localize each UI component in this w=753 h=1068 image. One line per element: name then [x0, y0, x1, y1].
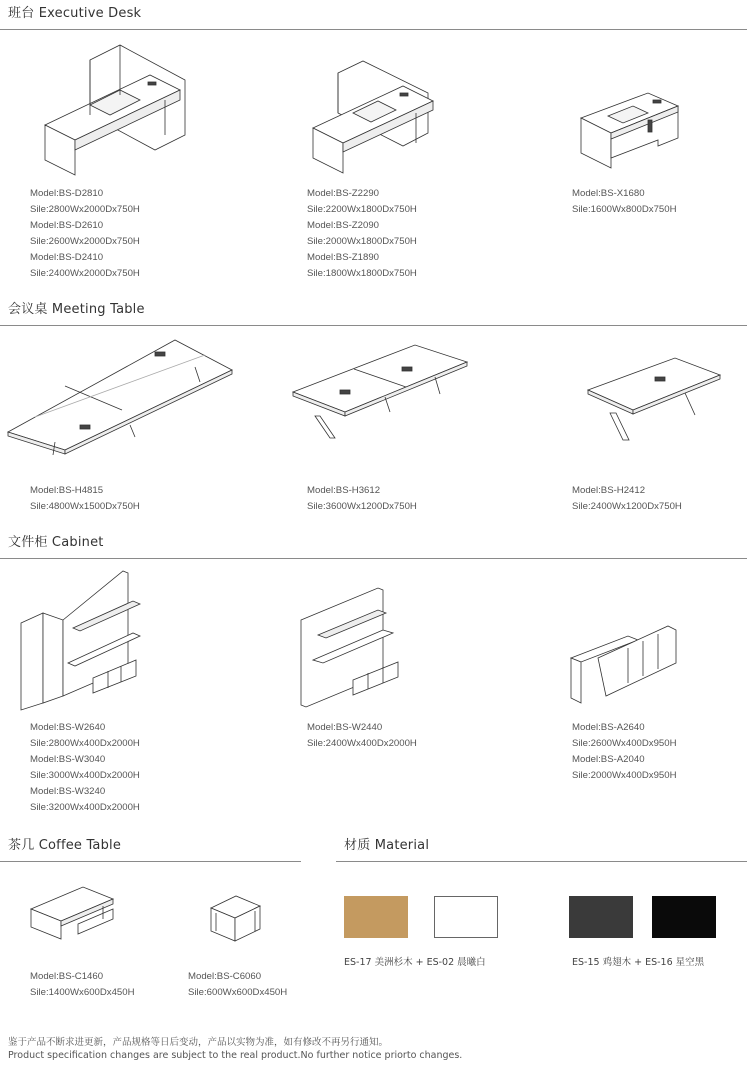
spec-line: Sile:3200Wx400Dx2000H: [30, 802, 140, 813]
spec-line: Model:BS-Z2090: [307, 220, 379, 231]
spec-line: Model:BS-A2040: [572, 754, 645, 765]
spec-line: Model:BS-W3040: [30, 754, 106, 765]
cabinet-w2440-drawing: [298, 585, 408, 710]
spec-line: Sile:2400Wx400Dx2000H: [307, 738, 417, 749]
spec-line: Model:BS-W2640: [30, 722, 106, 733]
spec-line: Model:BS-W2440: [307, 722, 383, 733]
coffee-table-c1460-drawing: [28, 884, 118, 946]
spec-line: Sile:2000Wx400Dx950H: [572, 770, 677, 781]
footer-notice-cn: 鉴于产品不断求进更新，产品规格等日后变动，产品以实物为准，如有修改不再另行通知。: [8, 1037, 389, 1048]
meeting-table-h4815-specs: [30, 483, 140, 515]
spec-line: Model:BS-W3240: [30, 786, 106, 797]
executive-desk-d-specs: [30, 186, 140, 282]
spec-line: Model:BS-A2640: [572, 722, 645, 733]
spec-line: Sile:2600Wx2000Dx750H: [30, 236, 140, 247]
spec-line: Model:BS-Z1890: [307, 252, 379, 263]
section-title-cabinet: 文件柜 Cabinet: [8, 535, 104, 550]
section-divider: [336, 861, 747, 862]
spec-line: Sile:1800Wx1800Dx750H: [307, 268, 417, 279]
section-divider: [0, 29, 747, 30]
spec-line: Sile:3600Wx1200Dx750H: [307, 501, 417, 512]
spec-line: Model:BS-H4815: [30, 485, 104, 496]
section-title-coffee-table: 茶几 Coffee Table: [8, 838, 122, 853]
section-title-executive-desk: 班台 Executive Desk: [8, 6, 142, 21]
spec-line: Sile:2000Wx1800Dx750H: [307, 236, 417, 247]
spec-line: Sile:600Wx600Dx450H: [188, 987, 288, 998]
footer-notice-en: Product specification changes are subject to the real product.No further notice priorto changes.: [8, 1050, 463, 1061]
spec-line: Sile:2800Wx400Dx2000H: [30, 738, 140, 749]
section-title-material: 材质 Material: [344, 838, 430, 853]
meeting-table-h4815-drawing: [5, 337, 235, 457]
spec-line: Model:BS-D2810: [30, 188, 104, 199]
spec-line: Sile:2200Wx1800Dx750H: [307, 204, 417, 215]
executive-desk-x-drawing: [578, 88, 688, 178]
section-divider: [0, 558, 747, 559]
section-divider: [0, 325, 747, 326]
coffee-table-c1460-specs: [30, 969, 135, 1001]
cabinet-w2640-specs: [30, 720, 140, 816]
spec-line: Model:BS-D2610: [30, 220, 104, 231]
executive-desk-z-drawing: [308, 58, 443, 178]
spec-line: Model:BS-X1680: [572, 188, 645, 199]
executive-desk-x-specs: [572, 186, 677, 218]
spec-line: Model:BS-C1460: [30, 971, 104, 982]
spec-line: Sile:2600Wx400Dx950H: [572, 738, 677, 749]
cabinet-w2640-drawing: [18, 568, 148, 713]
meeting-table-h2412-drawing: [585, 355, 725, 445]
coffee-table-c6060-drawing: [208, 893, 263, 945]
spec-line: Sile:2400Wx2000Dx750H: [30, 268, 140, 279]
spec-line: Sile:3000Wx400Dx2000H: [30, 770, 140, 781]
material-swatch-es15: [569, 896, 633, 938]
material-swatch-es17: [344, 896, 408, 938]
cabinet-w2440-specs: [307, 720, 417, 752]
cabinet-a2640-specs: [572, 720, 677, 784]
spec-line: Sile:1600Wx800Dx750H: [572, 204, 677, 215]
coffee-table-c6060-specs: [188, 969, 287, 1001]
executive-desk-d-drawing: [40, 40, 190, 185]
meeting-table-h3612-specs: [307, 483, 417, 515]
meeting-table-h2412-specs: [572, 483, 682, 515]
executive-desk-z-specs: [307, 186, 417, 282]
spec-line: Model:BS-D2410: [30, 252, 104, 263]
spec-line: Sile:2800Wx2000Dx750H: [30, 204, 140, 215]
material-swatch-es16: [652, 896, 716, 938]
material-label-pair-2: ES-15 鸡翅木 + ES-16 星空黑: [572, 957, 705, 968]
spec-line: Model:BS-H2412: [572, 485, 646, 496]
cabinet-a2640-drawing: [568, 618, 678, 708]
spec-line: Sile:2400Wx1200Dx750H: [572, 501, 682, 512]
material-label-pair-1: ES-17 美洲杉木 + ES-02 晨曦白: [344, 957, 486, 968]
section-divider: [0, 861, 301, 862]
material-swatch-es02: [434, 896, 498, 938]
meeting-table-h3612-drawing: [290, 342, 470, 442]
spec-line: Model:BS-H3612: [307, 485, 381, 496]
spec-line: Sile:1400Wx600Dx450H: [30, 987, 135, 998]
spec-line: Model:BS-C6060: [188, 971, 262, 982]
spec-line: Model:BS-Z2290: [307, 188, 379, 199]
spec-line: Sile:4800Wx1500Dx750H: [30, 501, 140, 512]
section-title-meeting-table: 会议桌 Meeting Table: [8, 302, 145, 317]
